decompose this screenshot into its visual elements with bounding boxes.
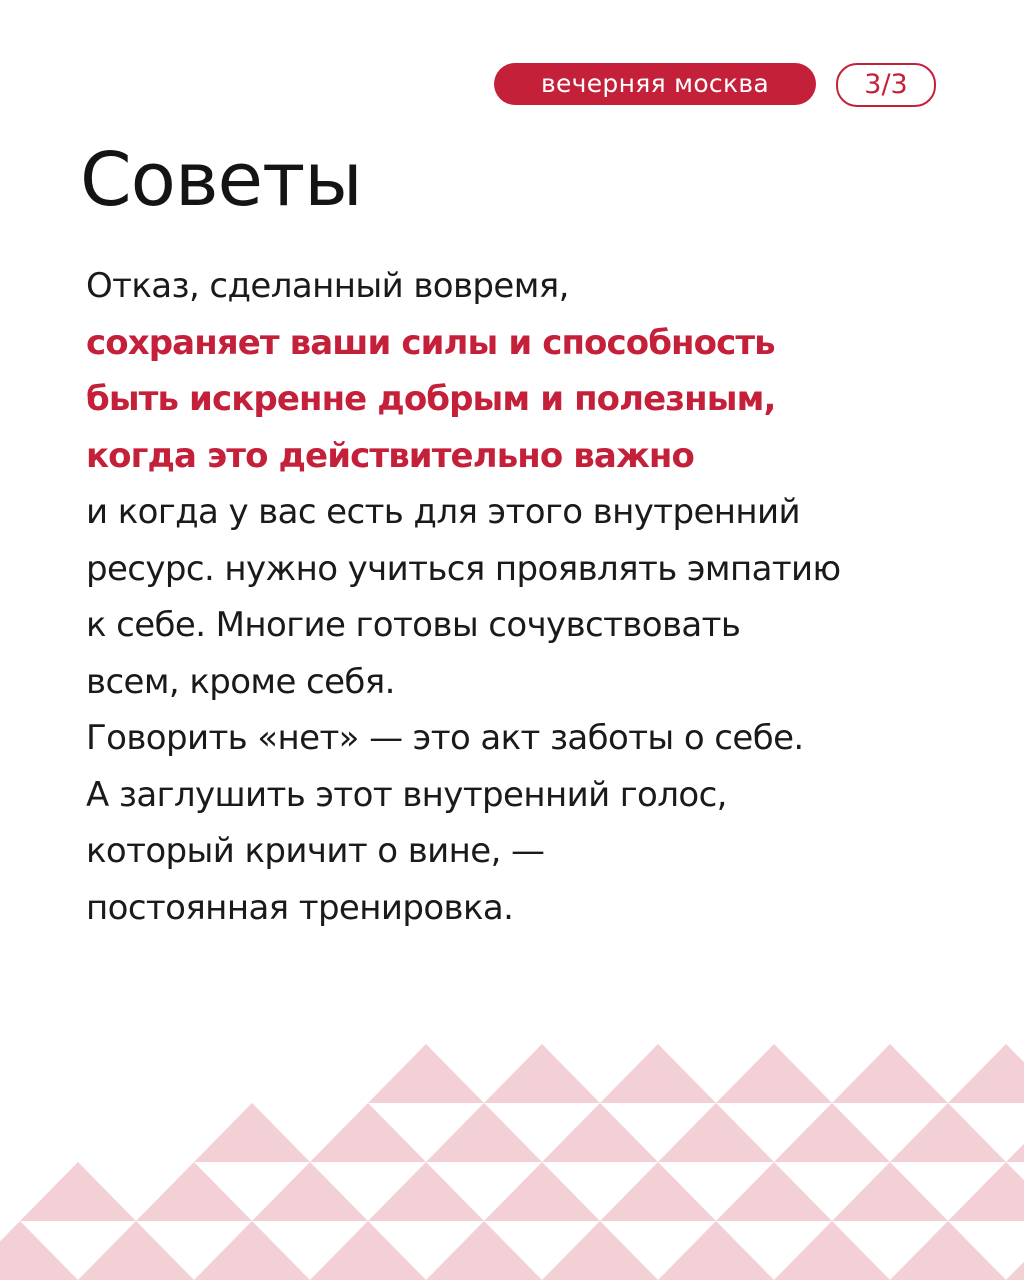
pattern-triangle xyxy=(310,1103,426,1162)
pattern-triangle xyxy=(658,1221,774,1280)
body-line: всем, кроме себя. xyxy=(86,661,395,702)
body-line: А заглушить этот внутренний голос, xyxy=(86,774,727,815)
pattern-triangle xyxy=(20,1162,136,1221)
pattern-triangle xyxy=(1006,1103,1024,1162)
body-line: постоянная тренировка. xyxy=(86,887,514,928)
body-line: и когда у вас есть для этого внутренний xyxy=(86,492,801,532)
triangle-pattern-shapes xyxy=(0,1044,1024,1280)
pattern-triangle xyxy=(484,1162,600,1221)
highlighted-line: когда это действительно важно xyxy=(86,435,694,476)
pattern-triangle xyxy=(832,1162,948,1221)
pattern-triangle xyxy=(948,1044,1024,1103)
pattern-triangle xyxy=(890,1221,1006,1280)
pattern-triangle xyxy=(368,1162,484,1221)
pattern-triangle xyxy=(136,1162,252,1221)
triangle-pattern xyxy=(0,1044,1024,1280)
pattern-triangle xyxy=(600,1162,716,1221)
brand-badge: вечерняя москва xyxy=(494,63,816,105)
pattern-triangle xyxy=(600,1044,716,1103)
pattern-triangle xyxy=(484,1044,600,1103)
pattern-triangle xyxy=(426,1221,542,1280)
body-line: Говорить «нет» — это акт заботы о себе. xyxy=(86,718,804,758)
page-counter: 3/3 xyxy=(836,63,936,107)
body-line: который кричит о вине, — xyxy=(86,831,545,871)
pattern-triangle xyxy=(948,1162,1024,1221)
pattern-triangle xyxy=(890,1103,1006,1162)
page-title: Советы xyxy=(80,137,362,223)
pattern-triangle xyxy=(78,1221,194,1280)
pattern-triangle xyxy=(716,1044,832,1103)
highlighted-line: быть искренне добрым и полезным, xyxy=(86,379,776,419)
body-line: к себе. Многие готовы сочувствовать xyxy=(86,605,741,645)
body-line: ресурс. нужно учиться проявлять эмпатию xyxy=(86,548,841,589)
pattern-triangle xyxy=(1006,1221,1024,1280)
pattern-triangle xyxy=(194,1221,310,1280)
pattern-triangle xyxy=(832,1044,948,1103)
pattern-triangle xyxy=(310,1221,426,1280)
body-line: Отказ, сделанный вовремя, xyxy=(86,266,569,306)
pattern-triangle xyxy=(542,1103,658,1162)
pattern-triangle xyxy=(542,1221,658,1280)
pattern-triangle xyxy=(426,1103,542,1162)
body-text xyxy=(86,258,986,936)
pattern-triangle xyxy=(774,1221,890,1280)
pattern-triangle xyxy=(658,1103,774,1162)
pattern-triangle xyxy=(774,1103,890,1162)
highlighted-line: сохраняет ваши силы и способность xyxy=(86,322,775,363)
pattern-triangle xyxy=(194,1103,310,1162)
pattern-triangle xyxy=(368,1044,484,1103)
pattern-triangle xyxy=(0,1221,78,1280)
pattern-triangle xyxy=(716,1162,832,1221)
pattern-triangle xyxy=(252,1162,368,1221)
